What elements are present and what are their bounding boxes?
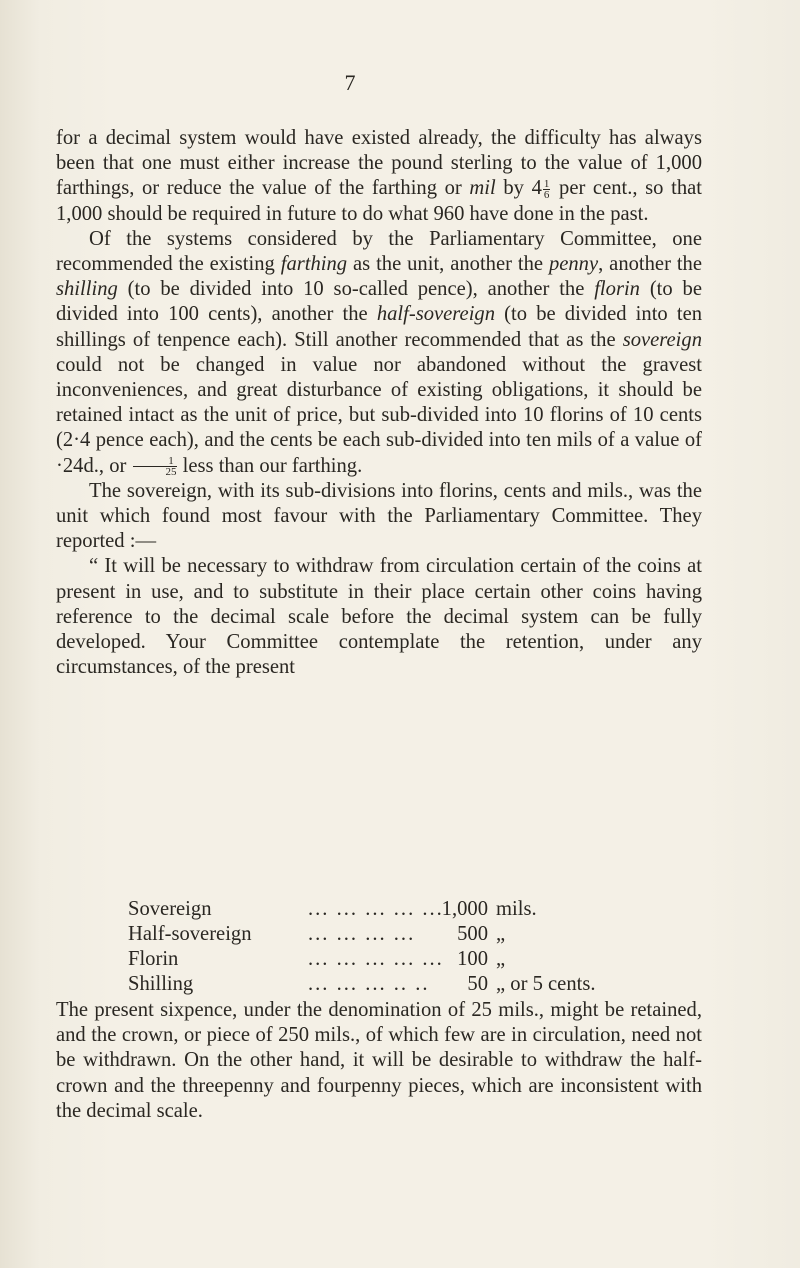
page-number: 7 [344,70,356,95]
coin-value: 100 [457,948,488,970]
paragraph-4-quote: “ It will be necessary to withdraw from circulation certain of the coins at present in use, and to substitute in their place certain other coins having reference to the decimal scale before the decimal system can be fully developed. Your Committee contemplate the retention, under any circumstances, of the present [56,555,702,679]
coin-unit: „ or 5 cents. [496,973,596,995]
paragraph-5: The present sixpence, under the denomination of 25 mils., might be retained, and the crown, or piece of 250 mils., of which few are in circulation, need not be withdrawn. On the other hand, it will be desirable to withdraw the half-crown and the threepenny and fourpenny pieces, which are inconsistent with the decimal scale. [56,999,702,1122]
italic-term-mil: mil [469,177,496,200]
coin-table [128,897,728,997]
coin-name: Half-sovereign [128,923,252,945]
dot-leaders: ... ... ... .. .. [308,973,430,995]
text-run: (to be divided into 10 so-called pence), another the [127,278,585,301]
coin-row [128,947,728,972]
dot-leaders: ... ... ... ... ... [308,948,444,970]
dot-leaders: ... ... ... ... [308,923,416,945]
italic-term-half-sovereign: half-sovereign [376,303,496,326]
text-run: Of the systems considered by the Parliamentary Committee, one recommended the existing [56,227,702,276]
text-run: by 4 [503,177,542,200]
paragraph-1 [56,126,702,227]
paragraph-2 [56,227,702,479]
coin-name: Shilling [128,973,194,995]
text-run: for a decimal system would have existed already, the difficulty has always been that one must either increase the pound sterling to the value of 1,000 farthings, or reduce the value of the farthing or [56,127,702,200]
coin-unit: „ [496,948,506,970]
fraction-denominator: 25 [165,466,177,479]
italic-term-sovereign: sovereign [622,328,702,351]
coin-row [128,972,728,997]
coin-value: 1,000 [441,898,488,920]
fraction-numerator: 1 [133,456,177,467]
fraction-numerator: 1 [543,178,550,191]
text-run: as the unit, another the [353,253,544,276]
text-run: (to be divided into ten shillings of tenpence each). Still another recommended that as the [56,303,703,351]
fraction-denominator: 6 [543,189,550,202]
fraction-one-twentyfifth [133,456,177,477]
coin-row [128,922,728,947]
coin-unit: mils. [496,898,537,920]
text-run: could not be changed in value nor abandoned without the gravest inconveniences, and great disturbance of existing obligations, it should be retained intact as the unit of price, but sub-divided into 10 florins of 10 cents (2·4 pence each), and the cents be each sub-divided into ten mils of a value of ·24d., or [56,353,702,477]
coin-name: Sovereign [128,898,212,920]
italic-term-penny: penny [548,253,599,276]
text-run: , another the [598,253,702,276]
dot-leaders: ... ... ... ... ... [308,898,444,920]
fraction-one-sixth [543,179,551,200]
paragraph-3: The sovereign, with its sub-divisions into florins, cents and mils., was the unit which found most favour with the Parliamentary Committee. They reported :— [56,479,702,553]
italic-term-farthing: farthing [280,253,348,276]
coin-unit: „ [496,923,506,945]
coin-row [128,897,728,922]
coin-value: 500 [457,923,488,945]
coin-name: Florin [128,948,179,970]
text-run: per cent., so that 1,000 should be required in future to do what 960 have done in the past. [56,177,702,225]
coin-value: 50 [467,973,488,995]
italic-term-florin: florin [594,278,640,301]
body-text [56,126,702,680]
text-run: less than our farthing. [182,454,363,477]
text-run: (to be divided into 100 cents), another the [56,278,702,326]
italic-term-shilling: shilling [56,278,118,301]
